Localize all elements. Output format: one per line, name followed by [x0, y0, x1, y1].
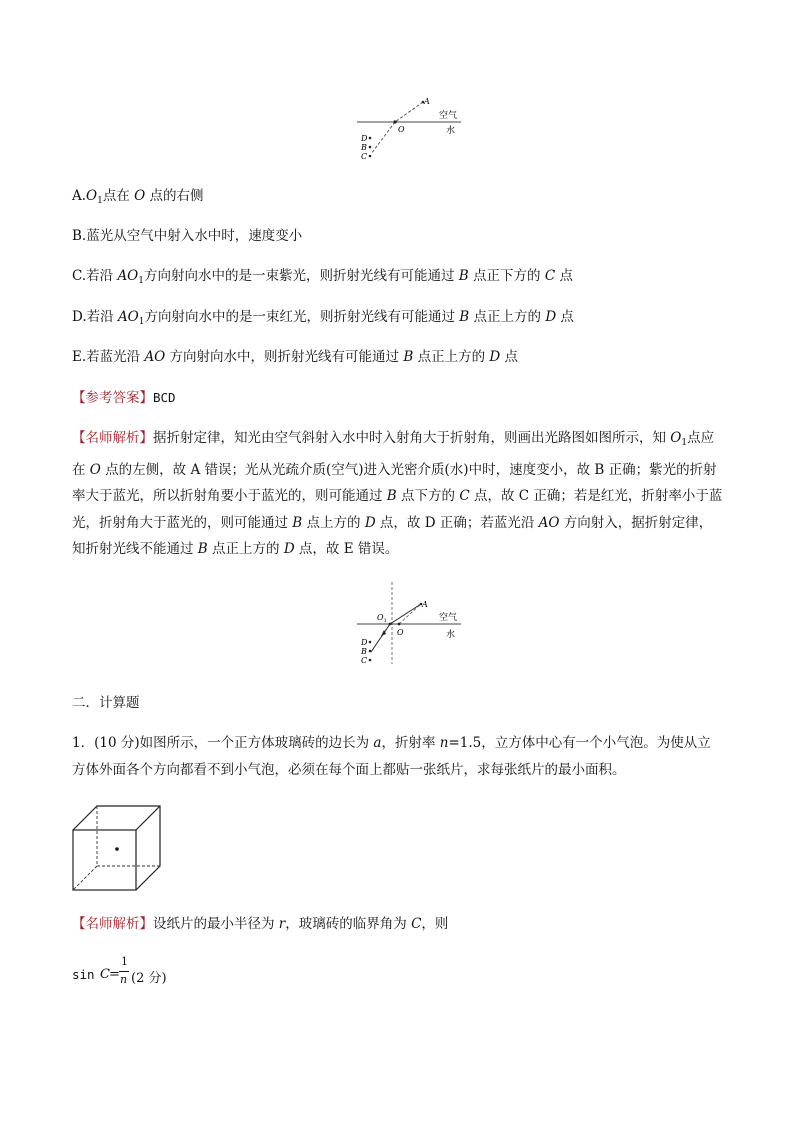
label-A: A [422, 600, 428, 609]
label-C: C [361, 656, 368, 665]
point-C [369, 155, 372, 158]
refracted-ray [371, 624, 390, 652]
label-O: O [397, 628, 404, 637]
label-water: 水 [446, 630, 456, 640]
point-D [369, 641, 372, 644]
label-air: 空气 [439, 613, 458, 623]
answer-value: BCD [153, 390, 176, 405]
section-title: 二．计算题 [72, 695, 140, 711]
cube-edge [136, 806, 160, 830]
fraction-denominator: n [120, 973, 128, 986]
label-C: C [361, 152, 368, 161]
point-B [369, 650, 372, 653]
refraction-figure-2 [355, 580, 475, 666]
refraction-figure-1 [355, 92, 475, 162]
label-D: D [361, 638, 368, 647]
label-A: A [424, 97, 430, 106]
point-O [398, 623, 401, 626]
incident-ray [390, 604, 421, 624]
fraction-numerator: 1 [121, 955, 128, 968]
cube-hidden-edge [73, 866, 97, 890]
option-a: $A.O_1$点在 O 点的右侧 [72, 188, 204, 206]
label-B: B [361, 647, 367, 656]
point-D [369, 137, 372, 140]
problem-1: 1．(10 分)如图所示，一个正方体玻璃砖的边长为 a，折射率 n=1.5，立方体中心有一个小气泡。为使从立方体外面各个方向都看不到小气泡，必须在每个面上都贴一张纸片，求每张纸片的最小面积。 [72, 735, 711, 778]
analysis-paragraph-1: 【名师解析】据折射定律，知光由空气斜射入水中时入射角大于折射角，则画出光路图如图所示，知 $O_1$点应在 O 点的左侧，故 A 错误；光从光疏介质(空气)进入光密介质(水)中时，速度变小，故 B 正确；紫光的折射率大于蓝光，所以折射角要小于蓝光的，则可能通过 B 点下方的 C 点，故 C 正确；若是红光，折射率小于蓝光，折射角大于蓝光的，则可能通过 B 点上方的 D 点，故 D 正确；若蓝光沿 AO 方向射入，据折射定律，知折射光线不能通过 B 点正上方的 D 点，故 E 错误。 [72, 430, 723, 558]
label-air: 空气 [439, 111, 458, 121]
fraction-bar [119, 971, 129, 972]
label-water: 水 [446, 126, 456, 136]
incident-ray [395, 102, 423, 122]
incident-ray-extension [399, 604, 421, 624]
option-d: D.若沿 $AO_1$方向射向水中的是一束红光，则折射光线有可能通过 B 点正上方的 D 点 [72, 309, 574, 327]
label-B: B [361, 143, 367, 152]
point-O-marker [393, 120, 396, 123]
refracted-ray [371, 122, 395, 154]
label-O1: $O_1$ [377, 613, 387, 624]
glass-cube-figure [70, 803, 166, 895]
label-D: D [361, 134, 368, 143]
answer-label: 【参考答案】 [72, 390, 153, 406]
analysis-paragraph-2: 【名师解析】设纸片的最小半径为 r，玻璃砖的临界角为 C，则 [72, 916, 449, 932]
analysis-label: 【名师解析】 [72, 916, 153, 932]
point-C [369, 659, 372, 662]
option-c: C.若沿 $AO_1$方向射向水中的是一束紫光，则折射光线有可能通过 B 点正下方的 C 点 [72, 268, 573, 286]
analysis-label: 【名师解析】 [72, 430, 153, 446]
bubble-dot [115, 847, 119, 851]
point-B [369, 146, 372, 149]
reference-answer [72, 388, 176, 408]
option-b: B.蓝光从空气中射入水中时，速度变小 [72, 228, 303, 244]
option-e: E.若蓝光沿 AO 方向射向水中，则折射光线有可能通过 B 点正上方的 D 点 [72, 349, 518, 365]
point-O1 [389, 623, 392, 626]
label-O: O [398, 125, 405, 134]
